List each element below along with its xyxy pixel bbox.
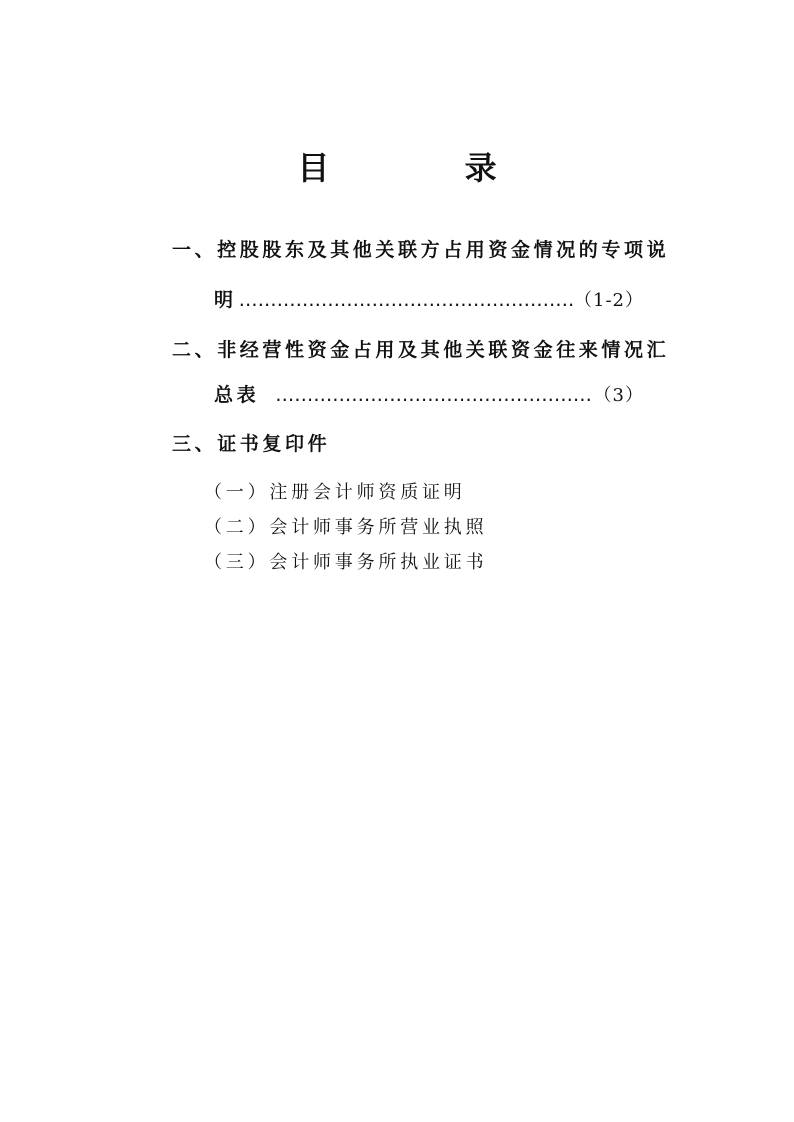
page-title: 目 录 xyxy=(297,149,559,187)
toc-item-3-heading: 三、证书复印件 xyxy=(172,433,331,455)
toc-item-2-label-end: 总表 xyxy=(214,384,260,406)
toc-subitem-3: （三）会计师事务所执业证书 xyxy=(204,552,488,573)
toc-item-2-leader xyxy=(275,381,593,409)
toc-item-1-leader xyxy=(239,286,574,314)
toc-subitem-2: （二）会计师事务所营业执照 xyxy=(204,517,488,538)
toc-item-2-line-2 xyxy=(214,381,644,410)
toc-item-2-line-1: 二、非经营性资金占用及其他关联资金往来情况汇 xyxy=(172,339,670,361)
toc-item-1-page: （1-2） xyxy=(574,290,644,311)
toc-item-1-line-2 xyxy=(214,286,644,315)
toc-item-1-line-1: 一、控股股东及其他关联方占用资金情况的专项说 xyxy=(172,239,670,261)
toc-subitem-1: （一）注册会计师资质证明 xyxy=(204,482,466,503)
toc-item-1-label-end: 明 xyxy=(214,289,237,311)
toc-item-2-page: （3） xyxy=(593,385,644,406)
